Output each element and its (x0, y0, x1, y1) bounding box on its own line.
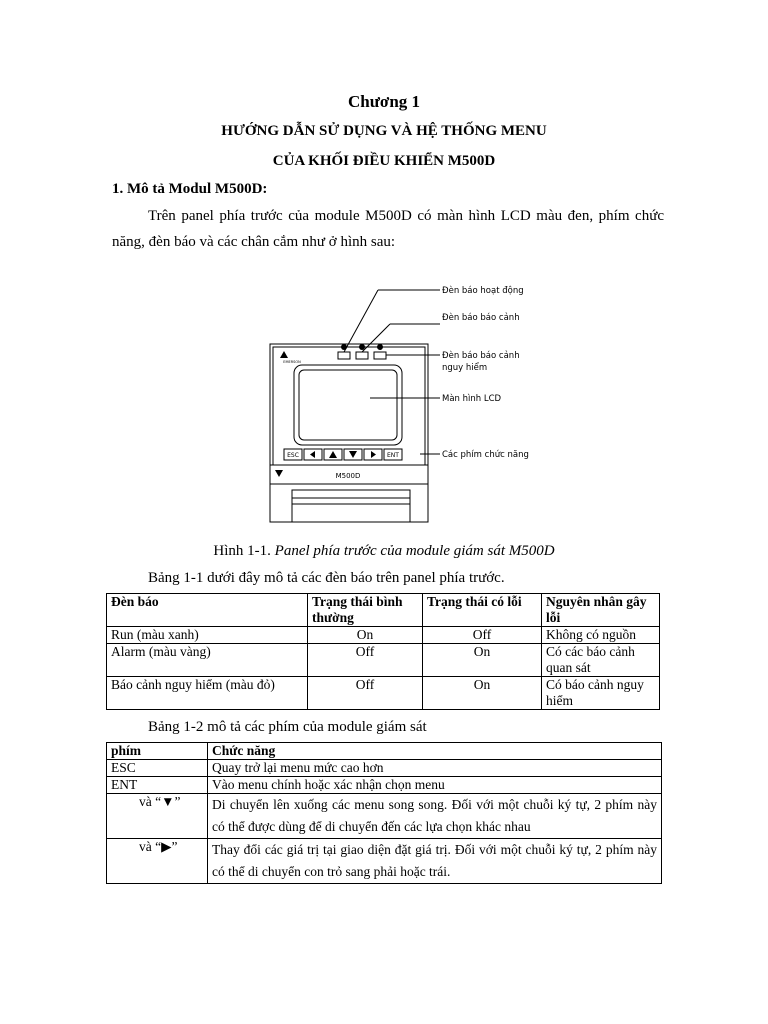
table-cell: Không có nguồn (542, 627, 660, 644)
label-critical-light-line-2: nguy hiểm (442, 363, 488, 373)
table-header-row (107, 594, 660, 627)
brand-logo: EMERSON (283, 360, 301, 364)
table-cell: Run (màu xanh) (107, 627, 308, 644)
table-cell: Có báo cảnh nguy hiểm (542, 677, 660, 710)
label-critical-light-line-1: Đèn báo báo cảnh (442, 351, 520, 361)
table-row (107, 839, 662, 884)
table-cell: On (423, 644, 542, 677)
document-title-line-1: HƯỚNG DẪN SỬ DỤNG VÀ HỆ THỐNG MENU (221, 123, 547, 139)
table-cell: và “▼” (107, 794, 208, 839)
table-row (107, 794, 662, 839)
keys-table (106, 742, 662, 884)
table-cell: Off (423, 627, 542, 644)
intro-paragraph: Trên panel phía trước của module M500D có màn hình LCD màu đen, phím chức năng, đèn báo và các chân cắm như ở hình sau: (112, 208, 664, 250)
table-cell: Thay đổi các giá trị tại giao diện đặt giá trị. Đối với một chuỗi ký tự, 2 phím này có thể di chuyển con trỏ sang phải hoặc trái. (208, 839, 662, 884)
table-row (107, 644, 660, 677)
table-header-cell: Trạng thái có lỗi (423, 594, 542, 627)
figure-caption-prefix: Hình 1-1. (213, 543, 271, 559)
table-header-cell: Đèn báo (107, 594, 308, 627)
table-header-row (107, 743, 662, 760)
model-label: M500D (335, 472, 361, 480)
chapter-title: Chương 1 (347, 92, 421, 111)
table-cell: Off (308, 644, 423, 677)
document-title-line-2: CỦA KHỐI ĐIỀU KHIỂN M500D (272, 153, 496, 169)
figure-caption (0, 543, 768, 560)
table-cell: On (423, 677, 542, 710)
key-ent-label: ENT (387, 452, 399, 459)
table-cell: ESC (107, 760, 208, 777)
table-cell: Off (308, 677, 423, 710)
table-cell: Có các báo cảnh quan sát (542, 644, 660, 677)
label-lcd: Màn hình LCD (442, 394, 502, 404)
table-cell: Vào menu chính hoặc xác nhận chọn menu (208, 777, 662, 794)
table-cell: Di chuyển lên xuống các menu song song. Đối với một chuỗi ký tự, 2 phím này có thể được dùng để di chuyển đến các lựa chọn khác nhau (208, 794, 662, 839)
figure-caption-text: Panel phía trước của module giám sát M500D (274, 543, 555, 559)
indicator-table (106, 593, 660, 710)
table-row (107, 760, 662, 777)
table2-intro: Bảng 1-2 mô tả các phím của module giám sát (148, 719, 427, 735)
table-header-cell: Nguyên nhân gây lỗi (542, 594, 660, 627)
m500d-panel-figure (262, 278, 562, 526)
label-alarm-light: Đèn báo báo cảnh (442, 313, 520, 323)
table-cell: và “▶” (107, 839, 208, 884)
label-run-light: Đèn báo hoạt động (442, 286, 524, 296)
table-cell: Alarm (màu vàng) (107, 644, 308, 677)
table-cell: Quay trở lại menu mức cao hơn (208, 760, 662, 777)
table-header-cell: Chức năng (208, 743, 662, 760)
table-cell: Báo cảnh nguy hiểm (màu đỏ) (107, 677, 308, 710)
table-header-cell: phím (107, 743, 208, 760)
table-cell: On (308, 627, 423, 644)
table-row (107, 777, 662, 794)
table1-intro: Bảng 1-1 dưới đây mô tả các đèn báo trên panel phía trước. (148, 570, 505, 586)
section-heading: 1. Mô tả Modul M500D: (112, 181, 268, 197)
table-cell: ENT (107, 777, 208, 794)
table-row (107, 627, 660, 644)
table-row (107, 677, 660, 710)
label-function-keys: Các phím chức năng (442, 450, 529, 460)
table-header-cell: Trạng thái bình thường (308, 594, 423, 627)
key-esc-label: ESC (287, 452, 299, 459)
